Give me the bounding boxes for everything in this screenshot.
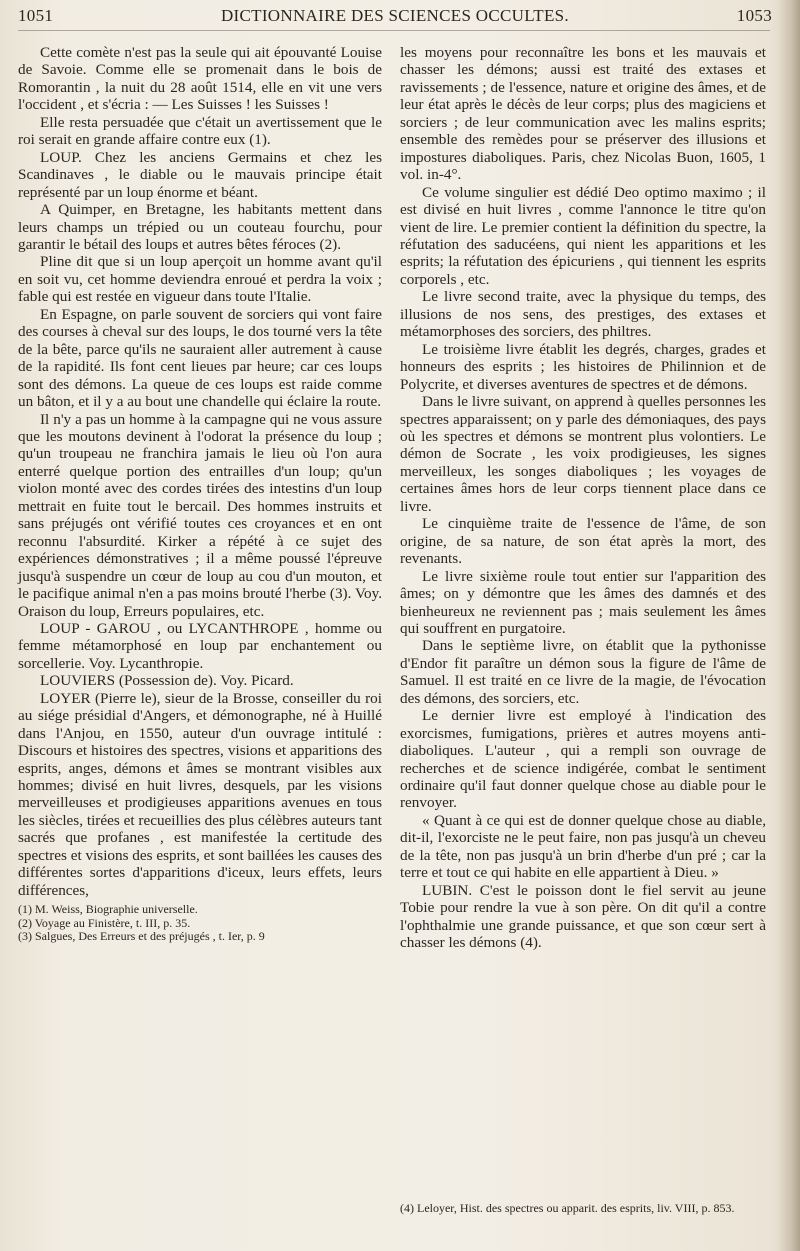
paragraph: En Espagne, on parle souvent de sorciers qui vont faire des courses à cheval sur des loups, le dos tourné vers la tête de la bête, parce qu'ils ne sauraient aller autrement à cause de la rapidité. Ils font cent lieues par heure; car ces loups sont des démons. La queue de ces loups est raide comme un bâton, et il y a au bout une chandelle qui éclaire la route. [18,305,382,411]
left-column [18,44,382,944]
left-page-number: 1051 [18,6,54,25]
right-footnotes [400,1202,766,1216]
right-page-number: 1053 [736,6,772,25]
paragraph: les moyens pour reconnaître les bons et les mauvais et chasser les démons; aussi est traité des extases et ravissements ; de l'essence, nature et origine des âmes, et de leur état après le décès de leur corps; plus des magiciens et sorciers ; de leur communication avec les malins esprits; ensemble des remèdes pour se préserver des illusions et impostures diaboliques. Paris, chez Nicolas Buon, 1605, 1 vol. in-4°. [400,44,766,184]
paragraph: Dans le livre suivant, on apprend à quelles personnes les spectres apparaissent; on y parle des démoniaques, des pays où les spectres et démons se montrent plus volontiers. Le démon de Socrate , les voix prodigieuses, les signes merveilleux, les songes diaboliques ; les voyages de certaines âmes hors de leur corps tiennent place dans ce livre. [400,393,766,515]
header-rule [18,30,770,31]
entry-louviers: LOUVIERS (Possession de). Voy. Picard. [40,672,294,690]
right-column [400,44,766,952]
paragraph: Ce volume singulier est dédié Deo optimo maximo ; il est divisé en huit livres , comme l'annonce le titre qu'on vient de lire. Le premier contient la définition du spectre, la réfutation des saducéens, qui nient les apparitions et les esprits; la réfutation des épicuriens , qui tiennent les esprits corporels , etc. [400,183,766,288]
page-title: DICTIONNAIRE DES SCIENCES OCCULTES. [220,6,569,25]
quote-paragraph: « Quant à ce qui est de donner quelque chose au diable, dit-il, l'exorciste ne le peut faire, non pas jusqu'à un cheveu de la tête, non pas jusqu'à un brin d'herbe d'un pré ; car la terre et tout ce qui habite en elle appartient à Dieu. » [400,811,766,882]
paragraph: Dans le septième livre, on établit que la pythonisse d'Endor fit paraître un démon sous la figure de l'âme de Samuel. Il est traité en ce livre de la magie, de l'évocation des démons, des sorciers, etc. [400,637,766,707]
entry-loup: LOUP. Chez les anciens Germains et chez les Scandinaves , le diable ou le mauvais principe était représenté par un loup énorme et béant. [18,148,382,201]
paragraph: Elle resta persuadée que c'était un avertissement que le roi serait en grande affaire contre eux (1). [18,113,382,149]
footnote: (1) M. Weiss, Biographie universelle. [18,902,198,917]
footnote: (2) Voyage au Finistère, t. III, p. 35. [18,915,191,930]
paragraph: Cette comète n'est pas la seule qui ait épouvanté Louise de Savoie. Comme elle se promenait dans le bois de Romorantin , la nuit du 28 août 1514, elle en vit une vers l'occident , et s'écria : — Les Suisses ! les Suisses ! [18,44,382,114]
footnote: (3) Salgues, Des Erreurs et des préjugés , t. Ier, p. 9 [18,929,265,944]
paragraph: Il n'y a pas un homme à la campagne qui ne vous assure que les moutons devinent à l'odorat la présence du loup ; qu'un troupeau ne franchira jamais le lieu où l'on aura enterré quelque portion des entrailles d'un loup; qu'un violon monté avec des cordes tirées des intestins d'un loup mettrait en fuite tout le bercail. Des hommes instruits et sans préjugés ont vérifié toutes ces croyances et en ont reconnu l'absurdité. Kirker a répété à ce sujet des expériences démonstratives ; il a même poussé l'épreuve jusqu'à suspendre un cœur de loup au cou d'un mouton, et le pacifique animal n'en a pas moins brouté l'herbe (3). Voy. Oraison du loup, Erreurs populaires, etc. [18,410,382,620]
running-header [18,6,772,28]
page-binding-shadow [778,0,800,1251]
paragraph: Le cinquième traite de l'essence de l'âme, de son origine, de sa nature, de son état après la mort, des revenants. [400,515,766,568]
footnote: (4) Leloyer, Hist. des spectres ou apparit. des esprits, liv. VIII, p. 853. [400,1201,735,1215]
entry-lubin: LUBIN. C'est le poisson dont le fiel servit au jeune Tobie pour rendre la vue à son père. On dit qu'il a contre l'ophthalmie une grande puissance, et que son cœur sert à chasser les démons (4). [400,881,766,952]
left-footnotes [18,903,382,944]
paragraph: A Quimper, en Bretagne, les habitants mettent dans leurs champs un trépied ou un couteau fourchu, pour garantir le bétail des loups et autres bêtes féroces (2). [18,201,382,253]
paragraph: Le livre second traite, avec la physique du temps, des illusions de nos sens, des prestiges, des extases et métamorphoses des sorciers, des philtres. [400,288,766,341]
entry-loyer: LOYER (Pierre le), sieur de la Brosse, conseiller du roi au siége présidial d'Angers, et démonographe, né à Huillé dans l'Anjou, en 1550, auteur d'un ouvrage intitulé : Discours et histoires des spectres, visions et apparitions des esprits, anges, démons et âmes se montrant visibles aux hommes; divisé en huit livres, desquels, par les visions merveilleuses et prodigieuses apparitions avenues en tous les siècles, tirées et recueillies des plus célèbres auteurs tant sacrés que profanes , est manifestée la certitude des spectres et visions des esprits, et sont baillées les causes des différentes sortes d'apparitions d'iceux, leurs effets, leurs différences, [18,689,382,899]
entry-loup-garou: LOUP - GAROU , ou LYCANTHROPE , homme ou femme métamorphosé en loup par enchantement ou sorcellerie. Voy. Lycanthropie. [18,619,382,672]
paragraph: Le livre sixième roule tout entier sur l'apparition des âmes; on y démontre que les âmes des damnés et des bienheureux ne reviennent pas ; mais seulement les âmes qui souffrent en purgatoire. [400,567,766,637]
paragraph: Le dernier livre est employé à l'indication des exorcismes, fumigations, prières et autres moyens anti-diaboliques. L'auteur , qui a rempli son ouvrage de recherches et de science indigérée, combat le sentiment ordinaire qu'il faut donner quelque chose au diable pour le renvoyer. [400,707,766,812]
paragraph: Le troisième livre établit les degrés, charges, grades et honneurs des esprits ; les histoires de Philinnion et de Polycrite, et diverses aventures de spectres et de démons. [400,340,766,393]
paragraph: Pline dit que si un loup aperçoit un homme avant qu'il en soit vu, cet homme deviendra enroué et perdra la voix ; fable qui est restée en vigueur dans toute l'Italie. [18,253,382,306]
